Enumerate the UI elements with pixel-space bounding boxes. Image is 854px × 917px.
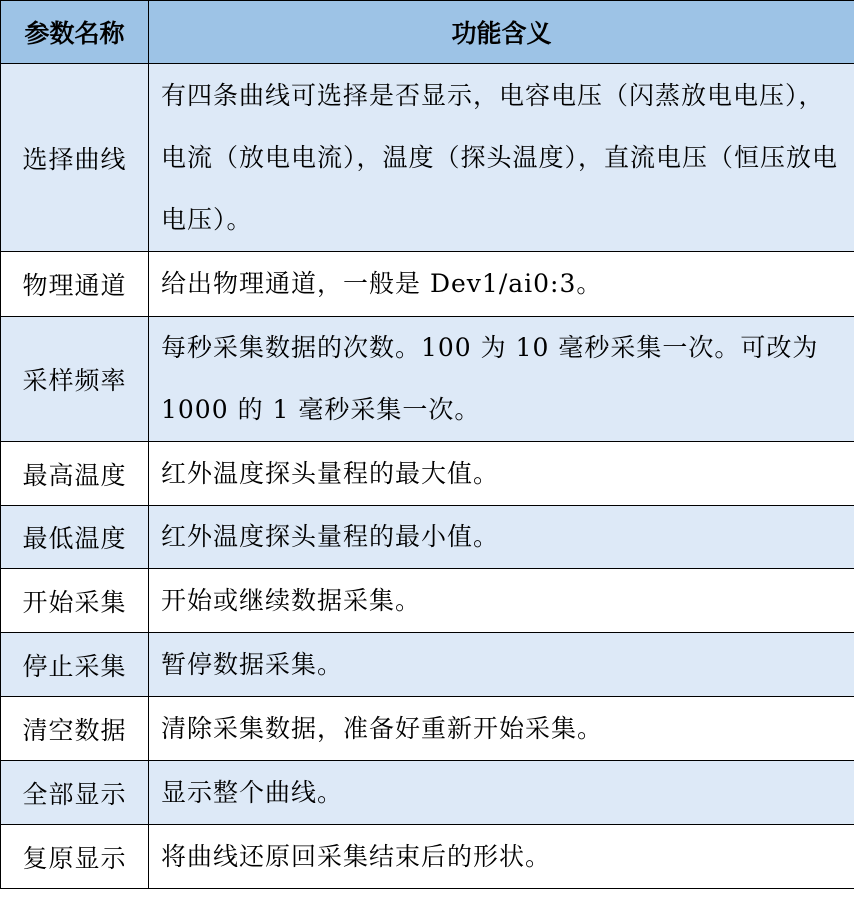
param-desc-cell: 红外温度探头量程的最大值。	[149, 442, 854, 506]
param-name-cell: 物理通道	[1, 252, 149, 317]
param-desc-cell: 显示整个曲线。	[149, 761, 854, 825]
param-name-cell: 开始采集	[1, 569, 149, 633]
param-name-cell: 最高温度	[1, 442, 149, 506]
param-desc-cell: 每秒采集数据的次数。100 为 10 毫秒采集一次。可改为 1000 的 1 毫秒采集一次。	[149, 317, 854, 442]
param-desc-cell: 有四条曲线可选择是否显示，电容电压（闪蒸放电电压），电流（放电电流），温度（探头温度），直流电压（恒压放电电压）。	[149, 64, 854, 252]
header-function-meaning: 功能含义	[149, 1, 854, 64]
param-desc-cell: 红外温度探头量程的最小值。	[149, 506, 854, 569]
table-header-row	[1, 1, 854, 64]
param-name-cell: 选择曲线	[1, 64, 149, 252]
param-name-cell: 复原显示	[1, 825, 149, 889]
param-name-cell: 全部显示	[1, 761, 149, 825]
param-desc-cell: 将曲线还原回采集结束后的形状。	[149, 825, 854, 889]
table-row	[1, 317, 854, 442]
table-row	[1, 825, 854, 889]
table-row	[1, 697, 854, 761]
param-desc-cell: 开始或继续数据采集。	[149, 569, 854, 633]
param-desc-cell: 暂停数据采集。	[149, 633, 854, 697]
table-row	[1, 633, 854, 697]
header-param-name: 参数名称	[1, 1, 149, 64]
param-name-cell: 最低温度	[1, 506, 149, 569]
table-row	[1, 64, 854, 252]
param-name-cell: 采样频率	[1, 317, 149, 442]
param-name-cell: 停止采集	[1, 633, 149, 697]
param-desc-cell: 给出物理通道，一般是 Dev1/ai0:3。	[149, 252, 854, 317]
table-row	[1, 252, 854, 317]
table-row	[1, 569, 854, 633]
table-row	[1, 506, 854, 569]
param-name-cell: 清空数据	[1, 697, 149, 761]
table-row	[1, 442, 854, 506]
table-row	[1, 761, 854, 825]
param-desc-cell: 清除采集数据，准备好重新开始采集。	[149, 697, 854, 761]
